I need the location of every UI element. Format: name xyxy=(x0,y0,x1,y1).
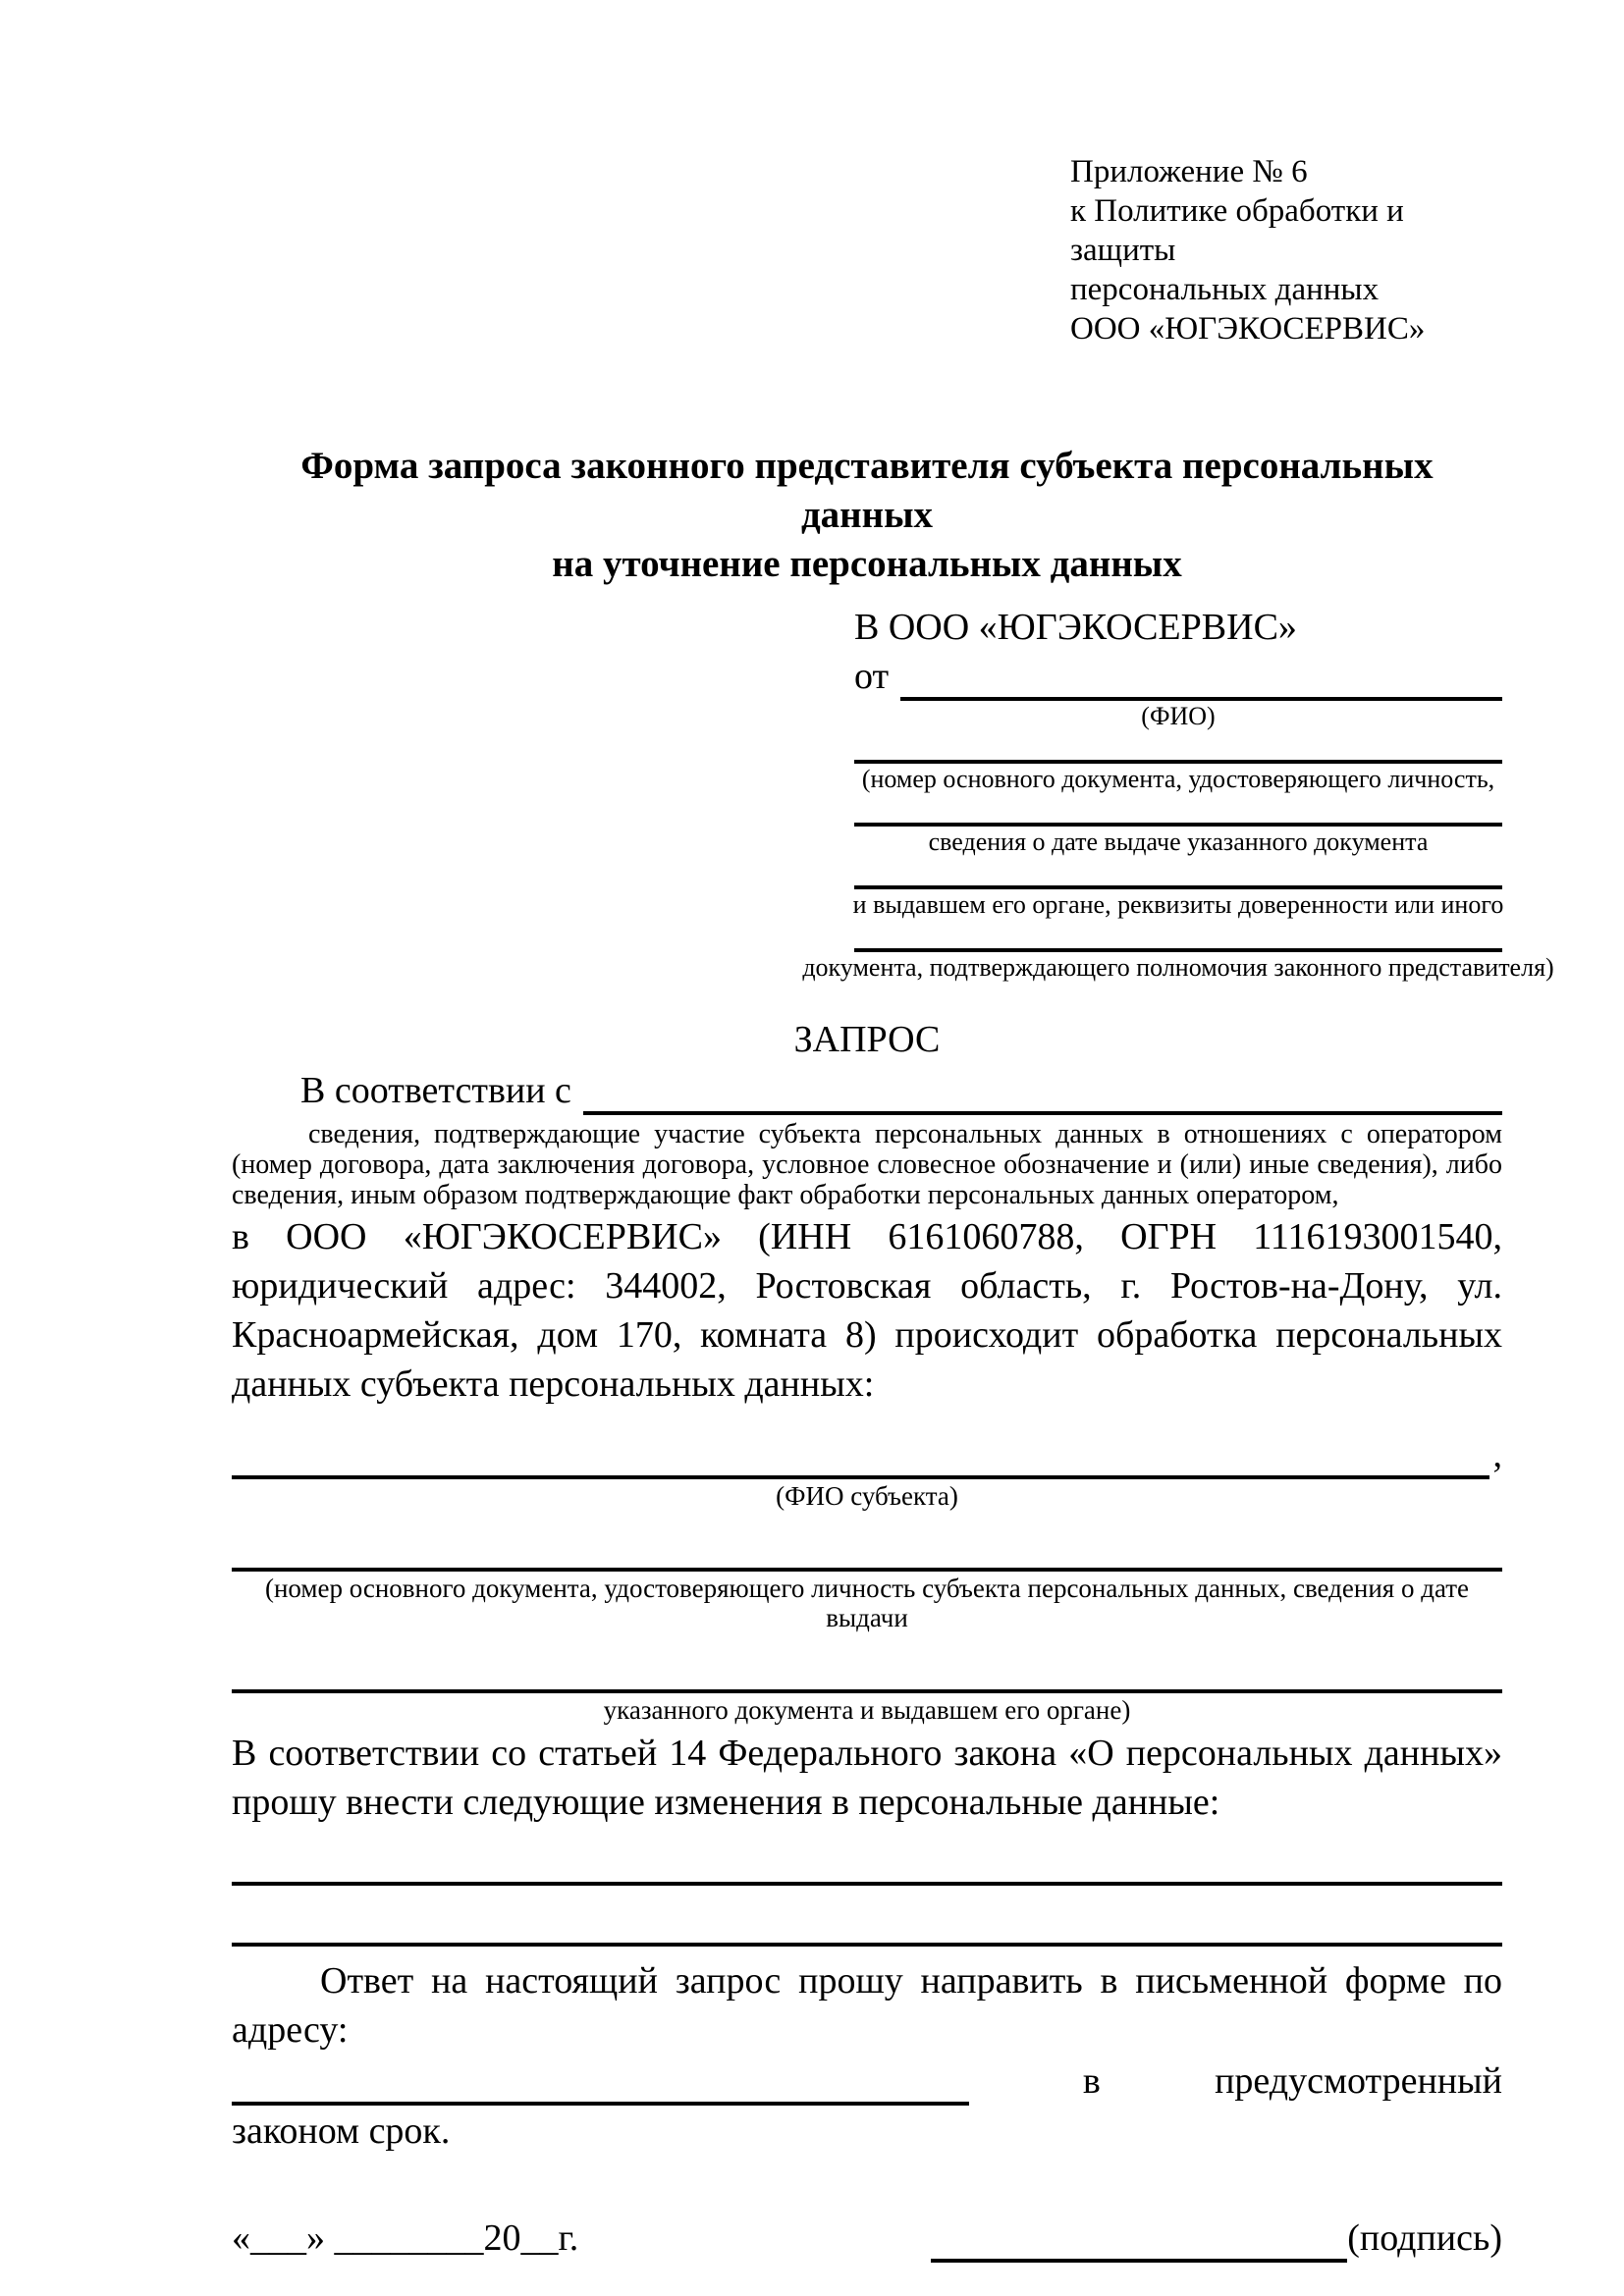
page-title-line: на уточнение персональных данных xyxy=(552,543,1182,585)
addressee-block xyxy=(802,603,1554,982)
field-blank-line xyxy=(854,856,1502,889)
addressee-field xyxy=(854,856,1502,919)
from-label: от xyxy=(854,656,890,697)
in-accordance-blank-line xyxy=(583,1070,1502,1115)
field-caption: документа, подтверждающего полномочия законного представителя) xyxy=(802,953,1554,982)
address-blank-line xyxy=(232,2058,969,2106)
article-paragraph: В соответствии со статьей 14 Федерального закона «О персональных данных» прошу внести следующие изменения в персональные данные: xyxy=(232,1733,1502,1823)
field-caption: (номер основного документа, удостоверяющего личность, xyxy=(861,765,1495,793)
answer-word: предусмотренный xyxy=(1215,2060,1502,2102)
from-row xyxy=(854,652,1502,701)
answer-address-row xyxy=(232,2055,1502,2106)
signature-caption: (подпись) xyxy=(1347,2217,1502,2259)
field-blank-line xyxy=(854,730,1502,764)
subject-fio-blank-line xyxy=(232,1438,1489,1479)
appendix-line: ООО «ЮГЭКОСЕРВИС» xyxy=(1070,311,1426,347)
subject-fio-row xyxy=(232,1430,1502,1479)
subject-doc-blank-line xyxy=(232,1530,1502,1572)
page-title-line: Форма запроса законного представителя субъекта персональных данных xyxy=(300,445,1434,536)
changes-blank-line xyxy=(232,1827,1502,1886)
subject-doc-caption: указанного документа и выдавшем его органе) xyxy=(603,1695,1131,1725)
fio-caption: (ФИО) xyxy=(1141,702,1216,730)
in-accordance-row xyxy=(232,1064,1502,1115)
trailing-comma: , xyxy=(1492,1434,1502,1475)
field-blank-line xyxy=(854,793,1502,827)
field-caption: и выдавшем его органе, реквизиты доверенности или иного xyxy=(852,890,1504,919)
changes-blank-line xyxy=(232,1886,1502,1947)
answer-word: в xyxy=(1082,2060,1101,2102)
field-blank-line xyxy=(854,919,1502,952)
appendix-line: персональных данных xyxy=(1070,272,1380,307)
appendix-block xyxy=(1070,152,1502,348)
addressee-field xyxy=(802,919,1554,982)
in-accordance-label: В соответствии с xyxy=(300,1070,571,1111)
answer-closing: законом срок. xyxy=(232,2110,451,2152)
appendix-line: к Политике обработки и защиты xyxy=(1070,193,1404,268)
operator-paragraph: в ООО «ЮГЭКОСЕРВИС» (ИНН 6161060788, ОГРН 1116193001540, юридический адрес: 344002, Ростовская область, г. Ростов-на-Дону, ул. Красноармейская, дом 170, комната 8) происходит обработка персональных данных субъекта персональных данных: xyxy=(232,1216,1502,1405)
date-signature-row xyxy=(232,2214,1502,2263)
subject-doc-blank-line xyxy=(232,1652,1502,1693)
signature-blank-line xyxy=(931,2217,1347,2263)
request-heading: ЗАПРОС xyxy=(793,1019,941,1060)
date-field: «___» ________20__г. xyxy=(232,2217,579,2259)
page-title xyxy=(232,442,1502,589)
fine-print-caption: сведения, подтверждающие участие субъекта персональных данных в отношениях с оператором (номер договора, дата заключения договора, условное словесное обозначение и (или) иные сведения), либо сведения, иным образом подтверждающие факт обработки персональных данных оператором, xyxy=(232,1119,1502,1210)
addressee-organization: В ООО «ЮГЭКОСЕРВИС» xyxy=(854,607,1297,648)
addressee-field xyxy=(854,730,1502,793)
addressee-field xyxy=(854,793,1502,856)
subject-doc-caption: (номер основного документа, удостоверяющего личность субъекта персональных данных, сведения о дате выдачи xyxy=(264,1574,1470,1632)
from-blank-line xyxy=(900,656,1502,701)
signature-group xyxy=(931,2214,1502,2263)
answer-paragraph-line: Ответ на настоящий запрос прошу направить в письменной форме по адресу: xyxy=(232,1960,1502,2051)
field-caption: сведения о дате выдаче указанного документа xyxy=(928,828,1429,856)
subject-fio-caption: (ФИО субъекта) xyxy=(776,1481,958,1511)
appendix-line: Приложение № 6 xyxy=(1070,154,1308,189)
